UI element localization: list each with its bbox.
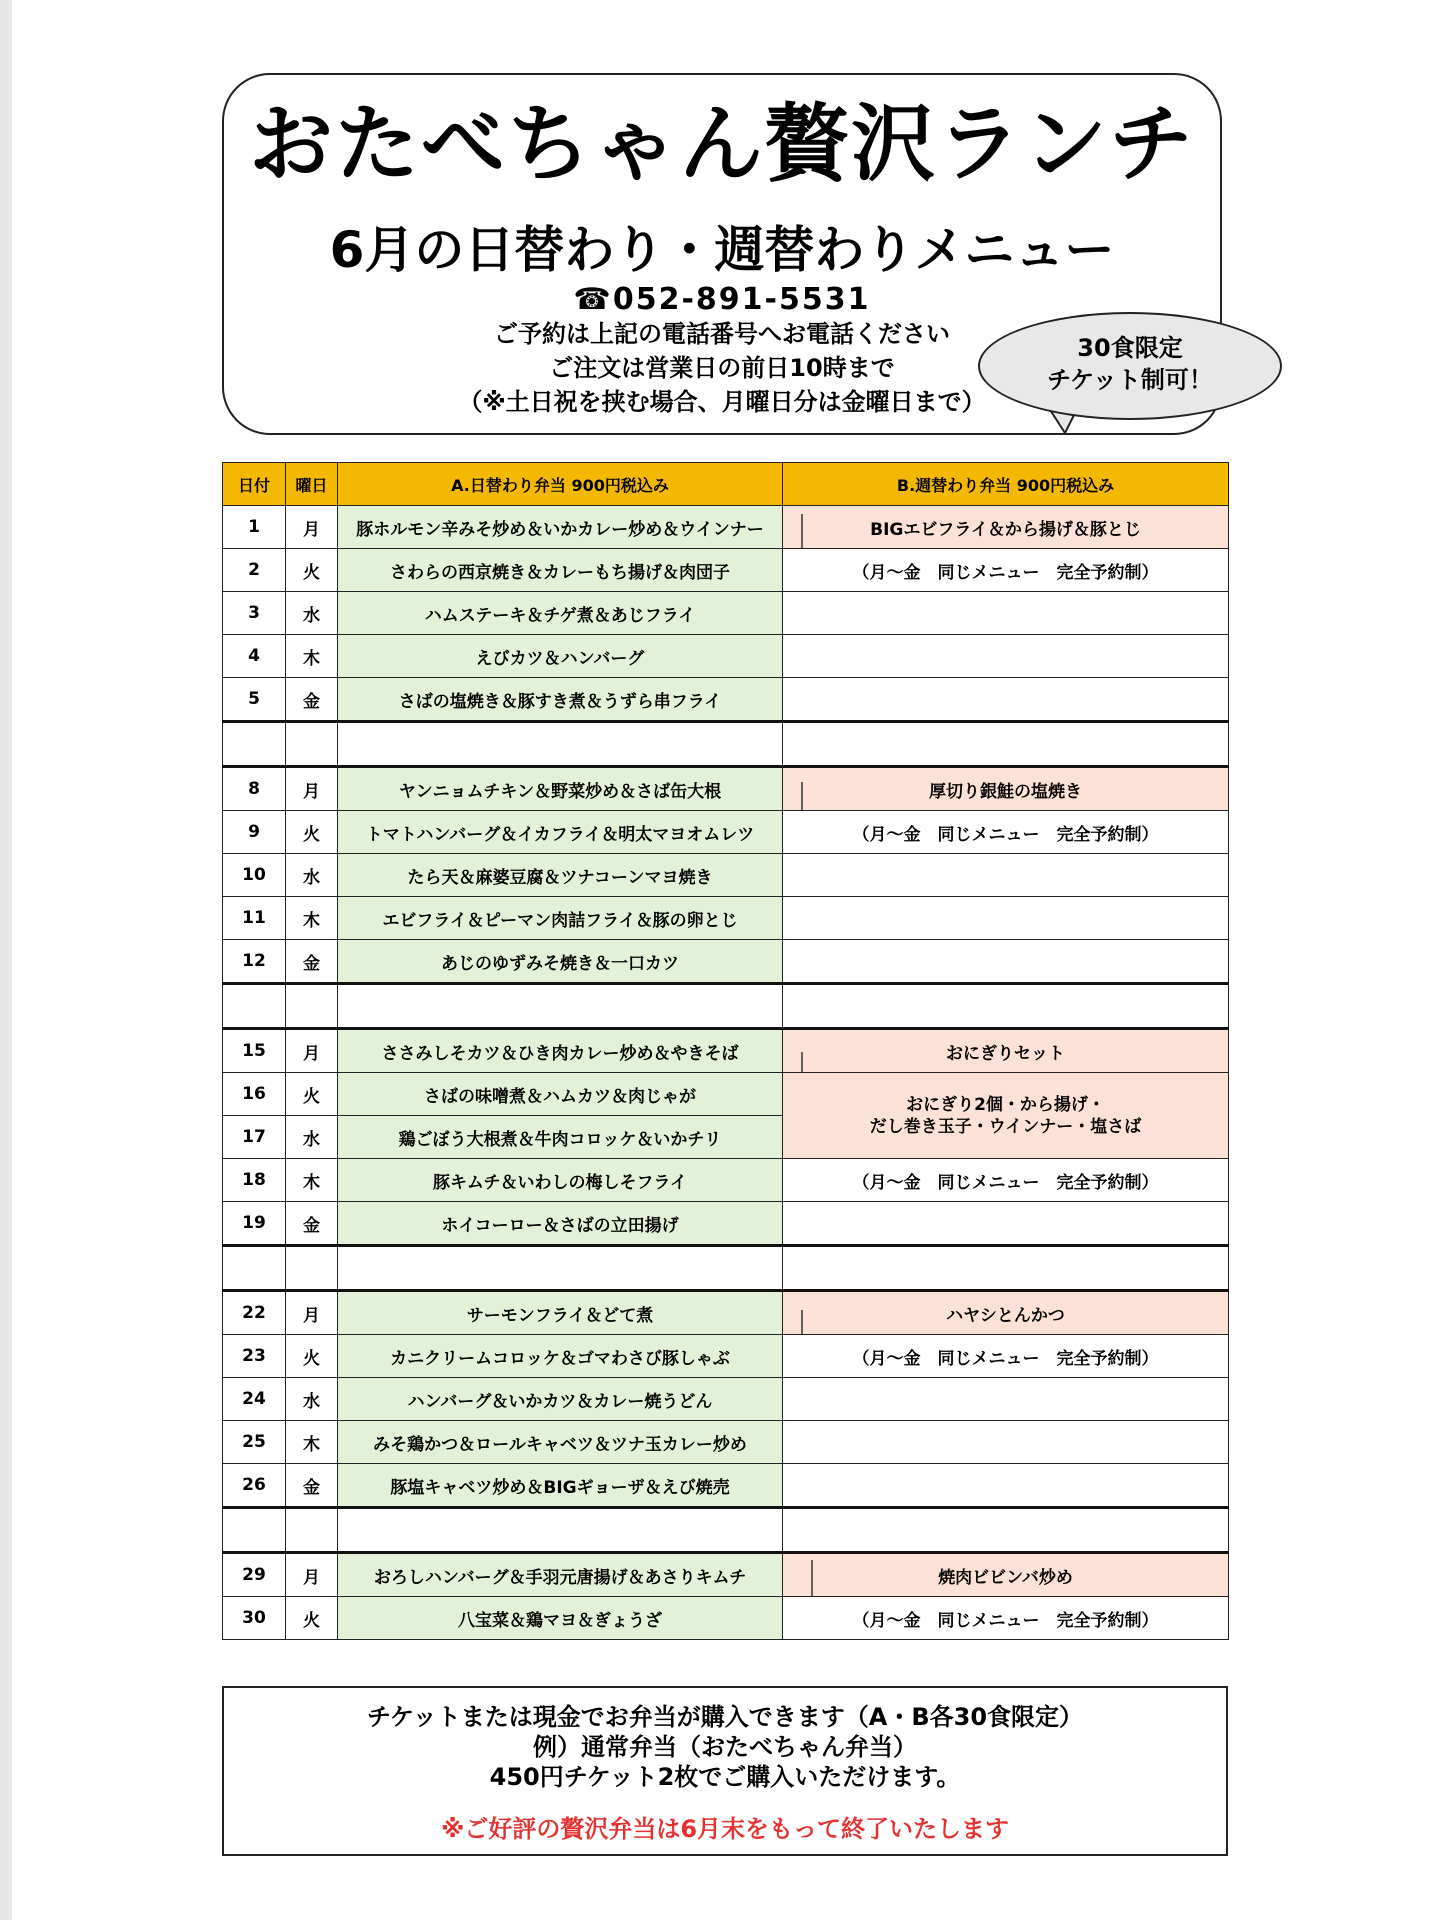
- date-cell: 18: [223, 1159, 286, 1202]
- a-menu-cell: ヤンニョムチキン＆野菜炒め＆さば缶大根: [338, 767, 783, 811]
- weekday-cell: 木: [286, 897, 338, 940]
- b-menu-text: 焼肉ビビンバ炒め: [938, 1567, 1073, 1588]
- a-menu-cell: ハムステーキ＆チゲ煮＆あじフライ: [338, 592, 783, 635]
- table-row: [223, 635, 1229, 678]
- a-menu-cell: ハンバーグ＆いかカツ＆カレー焼うどん: [338, 1378, 783, 1421]
- b-menu-cell: [783, 678, 1229, 722]
- footer-notice-box: [222, 1686, 1228, 1856]
- a-menu-cell: エビフライ＆ピーマン肉詰フライ＆豚の卵とじ: [338, 897, 783, 940]
- weekday-cell: 火: [286, 1335, 338, 1378]
- table-row: [223, 1597, 1229, 1640]
- date-cell: 15: [223, 1029, 286, 1073]
- b-menu-text: 厚切り銀鮭の塩焼き: [929, 781, 1082, 802]
- date-cell: 17: [223, 1116, 286, 1159]
- table-row: [223, 1159, 1229, 1202]
- date-cell: 22: [223, 1291, 286, 1335]
- b-menu-cell: [783, 635, 1229, 678]
- weekday-cell: 火: [286, 1597, 338, 1640]
- date-cell: 19: [223, 1202, 286, 1246]
- b-menu-cell: [783, 1464, 1229, 1508]
- b-menu-cell: [783, 940, 1229, 984]
- weekday-cell: 水: [286, 1378, 338, 1421]
- weekday-cell: 月: [286, 767, 338, 811]
- a-menu-cell: おろしハンバーグ＆手羽元唐揚げ＆あさりキムチ: [338, 1553, 783, 1597]
- reservation-note: ご予約は上記の電話番号へお電話ください: [494, 320, 950, 348]
- weekday-cell: 月: [286, 1029, 338, 1073]
- b-menu-cell: [783, 1553, 1229, 1597]
- b-menu-cell: （月～金 同じメニュー 完全予約制）: [783, 1597, 1229, 1640]
- a-menu-cell: ささみしそカツ＆ひき肉カレー炒め＆やきそば: [338, 1029, 783, 1073]
- date-cell: 2: [223, 549, 286, 592]
- b-menu-cell: [783, 506, 1229, 549]
- a-menu-cell: 鶏ごぼう大根煮＆牛肉コロッケ＆いかチリ: [338, 1116, 783, 1159]
- a-menu-cell: ホイコーロー＆さばの立田揚げ: [338, 1202, 783, 1246]
- a-menu-cell: さわらの西京焼き＆カレーもち揚げ＆肉団子: [338, 549, 783, 592]
- page-edge-shadow: [0, 0, 12, 1920]
- weekday-cell: 金: [286, 1202, 338, 1246]
- b-menu-cell: [783, 1378, 1229, 1421]
- date-cell: 1: [223, 506, 286, 549]
- a-menu-cell: さばの味噌煮＆ハムカツ＆肉じゃが: [338, 1073, 783, 1116]
- table-row: [223, 1073, 1229, 1116]
- weekday-cell: 金: [286, 678, 338, 722]
- b-menu-text: だし巻き玉子・ウインナー・塩さば: [869, 1116, 1142, 1137]
- continue-arrow-icon: [797, 782, 807, 811]
- weekday-cell: 月: [286, 1553, 338, 1597]
- date-cell: 29: [223, 1553, 286, 1597]
- continue-arrow-icon: [797, 1310, 807, 1335]
- b-menu-cell: [783, 897, 1229, 940]
- table-row: [223, 811, 1229, 854]
- b-menu-cell: （月～金 同じメニュー 完全予約制）: [783, 1159, 1229, 1202]
- a-menu-cell: たら天＆麻婆豆腐＆ツナコーンマヨ焼き: [338, 854, 783, 897]
- table-row: [223, 940, 1229, 984]
- table-row: [223, 678, 1229, 722]
- weekday-cell: 木: [286, 635, 338, 678]
- date-cell: 4: [223, 635, 286, 678]
- bubble-ticket-text: チケット制可！: [1047, 366, 1213, 394]
- table-row: [223, 592, 1229, 635]
- weekday-cell: 火: [286, 1073, 338, 1116]
- a-menu-cell: 豚キムチ＆いわしの梅しそフライ: [338, 1159, 783, 1202]
- b-menu-text: ハヤシとんかつ: [946, 1305, 1065, 1326]
- table-row: [223, 767, 1229, 811]
- speech-bubble: [978, 312, 1282, 420]
- b-menu-cell: [783, 1029, 1229, 1073]
- table-header-row: [223, 463, 1229, 506]
- weekday-cell: 金: [286, 940, 338, 984]
- a-menu-cell: 豚塩キャベツ炒め＆BIGギョーザ＆えび焼売: [338, 1464, 783, 1508]
- weekday-cell: 木: [286, 1421, 338, 1464]
- weekday-cell: 火: [286, 811, 338, 854]
- a-menu-cell: 豚ホルモン辛みそ炒め＆いかカレー炒め＆ウインナー: [338, 506, 783, 549]
- a-menu-cell: あじのゆずみそ焼き＆一口カツ: [338, 940, 783, 984]
- date-cell: 30: [223, 1597, 286, 1640]
- table-row: [223, 1335, 1229, 1378]
- weekday-cell: 水: [286, 1116, 338, 1159]
- date-cell: 3: [223, 592, 286, 635]
- date-cell: 11: [223, 897, 286, 940]
- header-b-bento: B.週替わり弁当 900円税込み: [783, 463, 1229, 506]
- date-cell: 12: [223, 940, 286, 984]
- page-title: おたべちゃん贅沢ランチ: [248, 95, 1195, 193]
- header-weekday: 曜日: [286, 463, 338, 506]
- date-cell: 8: [223, 767, 286, 811]
- table-row: [223, 1291, 1229, 1335]
- date-cell: 23: [223, 1335, 286, 1378]
- a-menu-cell: さばの塩焼き＆豚すき煮＆うずら串フライ: [338, 678, 783, 722]
- weekday-cell: 火: [286, 549, 338, 592]
- weekday-cell: 金: [286, 1464, 338, 1508]
- weekend-note: （※土日祝を挟む場合、月曜日分は金曜日まで）: [458, 388, 986, 416]
- continue-arrow-icon: [797, 514, 807, 549]
- header-a-bento: A.日替わり弁当 900円税込み: [338, 463, 783, 506]
- table-row: [223, 854, 1229, 897]
- table-row: [223, 549, 1229, 592]
- a-menu-cell: えびカツ＆ハンバーグ: [338, 635, 783, 678]
- table-row: [223, 1464, 1229, 1508]
- footer-price-text: 450円チケット2枚でご購入いただけます。: [489, 1763, 961, 1791]
- table-row: [223, 506, 1229, 549]
- b-menu-text: おにぎり2個・から揚げ・: [906, 1094, 1105, 1115]
- page-subtitle: 6月の日替わり・週替わりメニュー: [329, 221, 1115, 279]
- bubble-limit-text: 30食限定: [1077, 334, 1183, 362]
- b-menu-cell: [783, 854, 1229, 897]
- date-cell: 16: [223, 1073, 286, 1116]
- b-menu-cell: [783, 1291, 1229, 1335]
- table-row: [223, 1421, 1229, 1464]
- b-menu-cell: [783, 1202, 1229, 1246]
- a-menu-cell: カニクリームコロッケ＆ゴマわさび豚しゃぶ: [338, 1335, 783, 1378]
- weekend-gap-row: [223, 722, 1229, 767]
- date-cell: 10: [223, 854, 286, 897]
- a-menu-cell: トマトハンバーグ＆イカフライ＆明太マヨオムレツ: [338, 811, 783, 854]
- b-menu-cell: （月～金 同じメニュー 完全予約制）: [783, 811, 1229, 854]
- table-row: [223, 1202, 1229, 1246]
- date-cell: 9: [223, 811, 286, 854]
- weekday-cell: 水: [286, 854, 338, 897]
- continue-arrow-icon: [797, 1052, 807, 1073]
- footer-ticket-text: チケットまたは現金でお弁当が購入できます（A・B各30食限定）: [366, 1703, 1084, 1731]
- table-row: [223, 1553, 1229, 1597]
- weekday-cell: 月: [286, 506, 338, 549]
- date-cell: 24: [223, 1378, 286, 1421]
- weekend-gap-row: [223, 1246, 1229, 1291]
- b-menu-cell: [783, 592, 1229, 635]
- weekday-cell: 水: [286, 592, 338, 635]
- weekday-cell: 木: [286, 1159, 338, 1202]
- table-row: [223, 1029, 1229, 1073]
- weekday-cell: 月: [286, 1291, 338, 1335]
- continue-arrow-icon: [807, 1560, 817, 1597]
- weekend-gap-row: [223, 984, 1229, 1029]
- end-of-service-notice: ※ご好評の贅沢弁当は6月末をもって終了いたします: [440, 1815, 1010, 1843]
- b-menu-cell: [783, 1421, 1229, 1464]
- b-menu-cell: [783, 1073, 1229, 1159]
- a-menu-cell: みそ鶏かつ＆ロールキャベツ＆ツナ玉カレー炒め: [338, 1421, 783, 1464]
- table-row: [223, 897, 1229, 940]
- date-cell: 26: [223, 1464, 286, 1508]
- date-cell: 5: [223, 678, 286, 722]
- table-row: [223, 1378, 1229, 1421]
- header-date: 日付: [223, 463, 286, 506]
- weekend-gap-row: [223, 1508, 1229, 1553]
- a-menu-cell: 八宝菜＆鶏マヨ＆ぎょうざ: [338, 1597, 783, 1640]
- b-menu-cell: [783, 767, 1229, 811]
- phone-number: ☎052-891-5531: [573, 282, 871, 317]
- order-deadline-note: ご注文は営業日の前日10時まで: [549, 354, 895, 382]
- b-menu-text: おにぎりセット: [946, 1043, 1065, 1064]
- b-menu-text: BIGエビフライ＆から揚げ＆豚とじ: [870, 519, 1141, 540]
- date-cell: 25: [223, 1421, 286, 1464]
- menu-table: [222, 462, 1229, 1640]
- b-menu-cell: （月～金 同じメニュー 完全予約制）: [783, 1335, 1229, 1378]
- a-menu-cell: サーモンフライ＆どて煮: [338, 1291, 783, 1335]
- footer-example-text: 例）通常弁当（おたべちゃん弁当）: [533, 1733, 917, 1761]
- b-menu-cell: （月～金 同じメニュー 完全予約制）: [783, 549, 1229, 592]
